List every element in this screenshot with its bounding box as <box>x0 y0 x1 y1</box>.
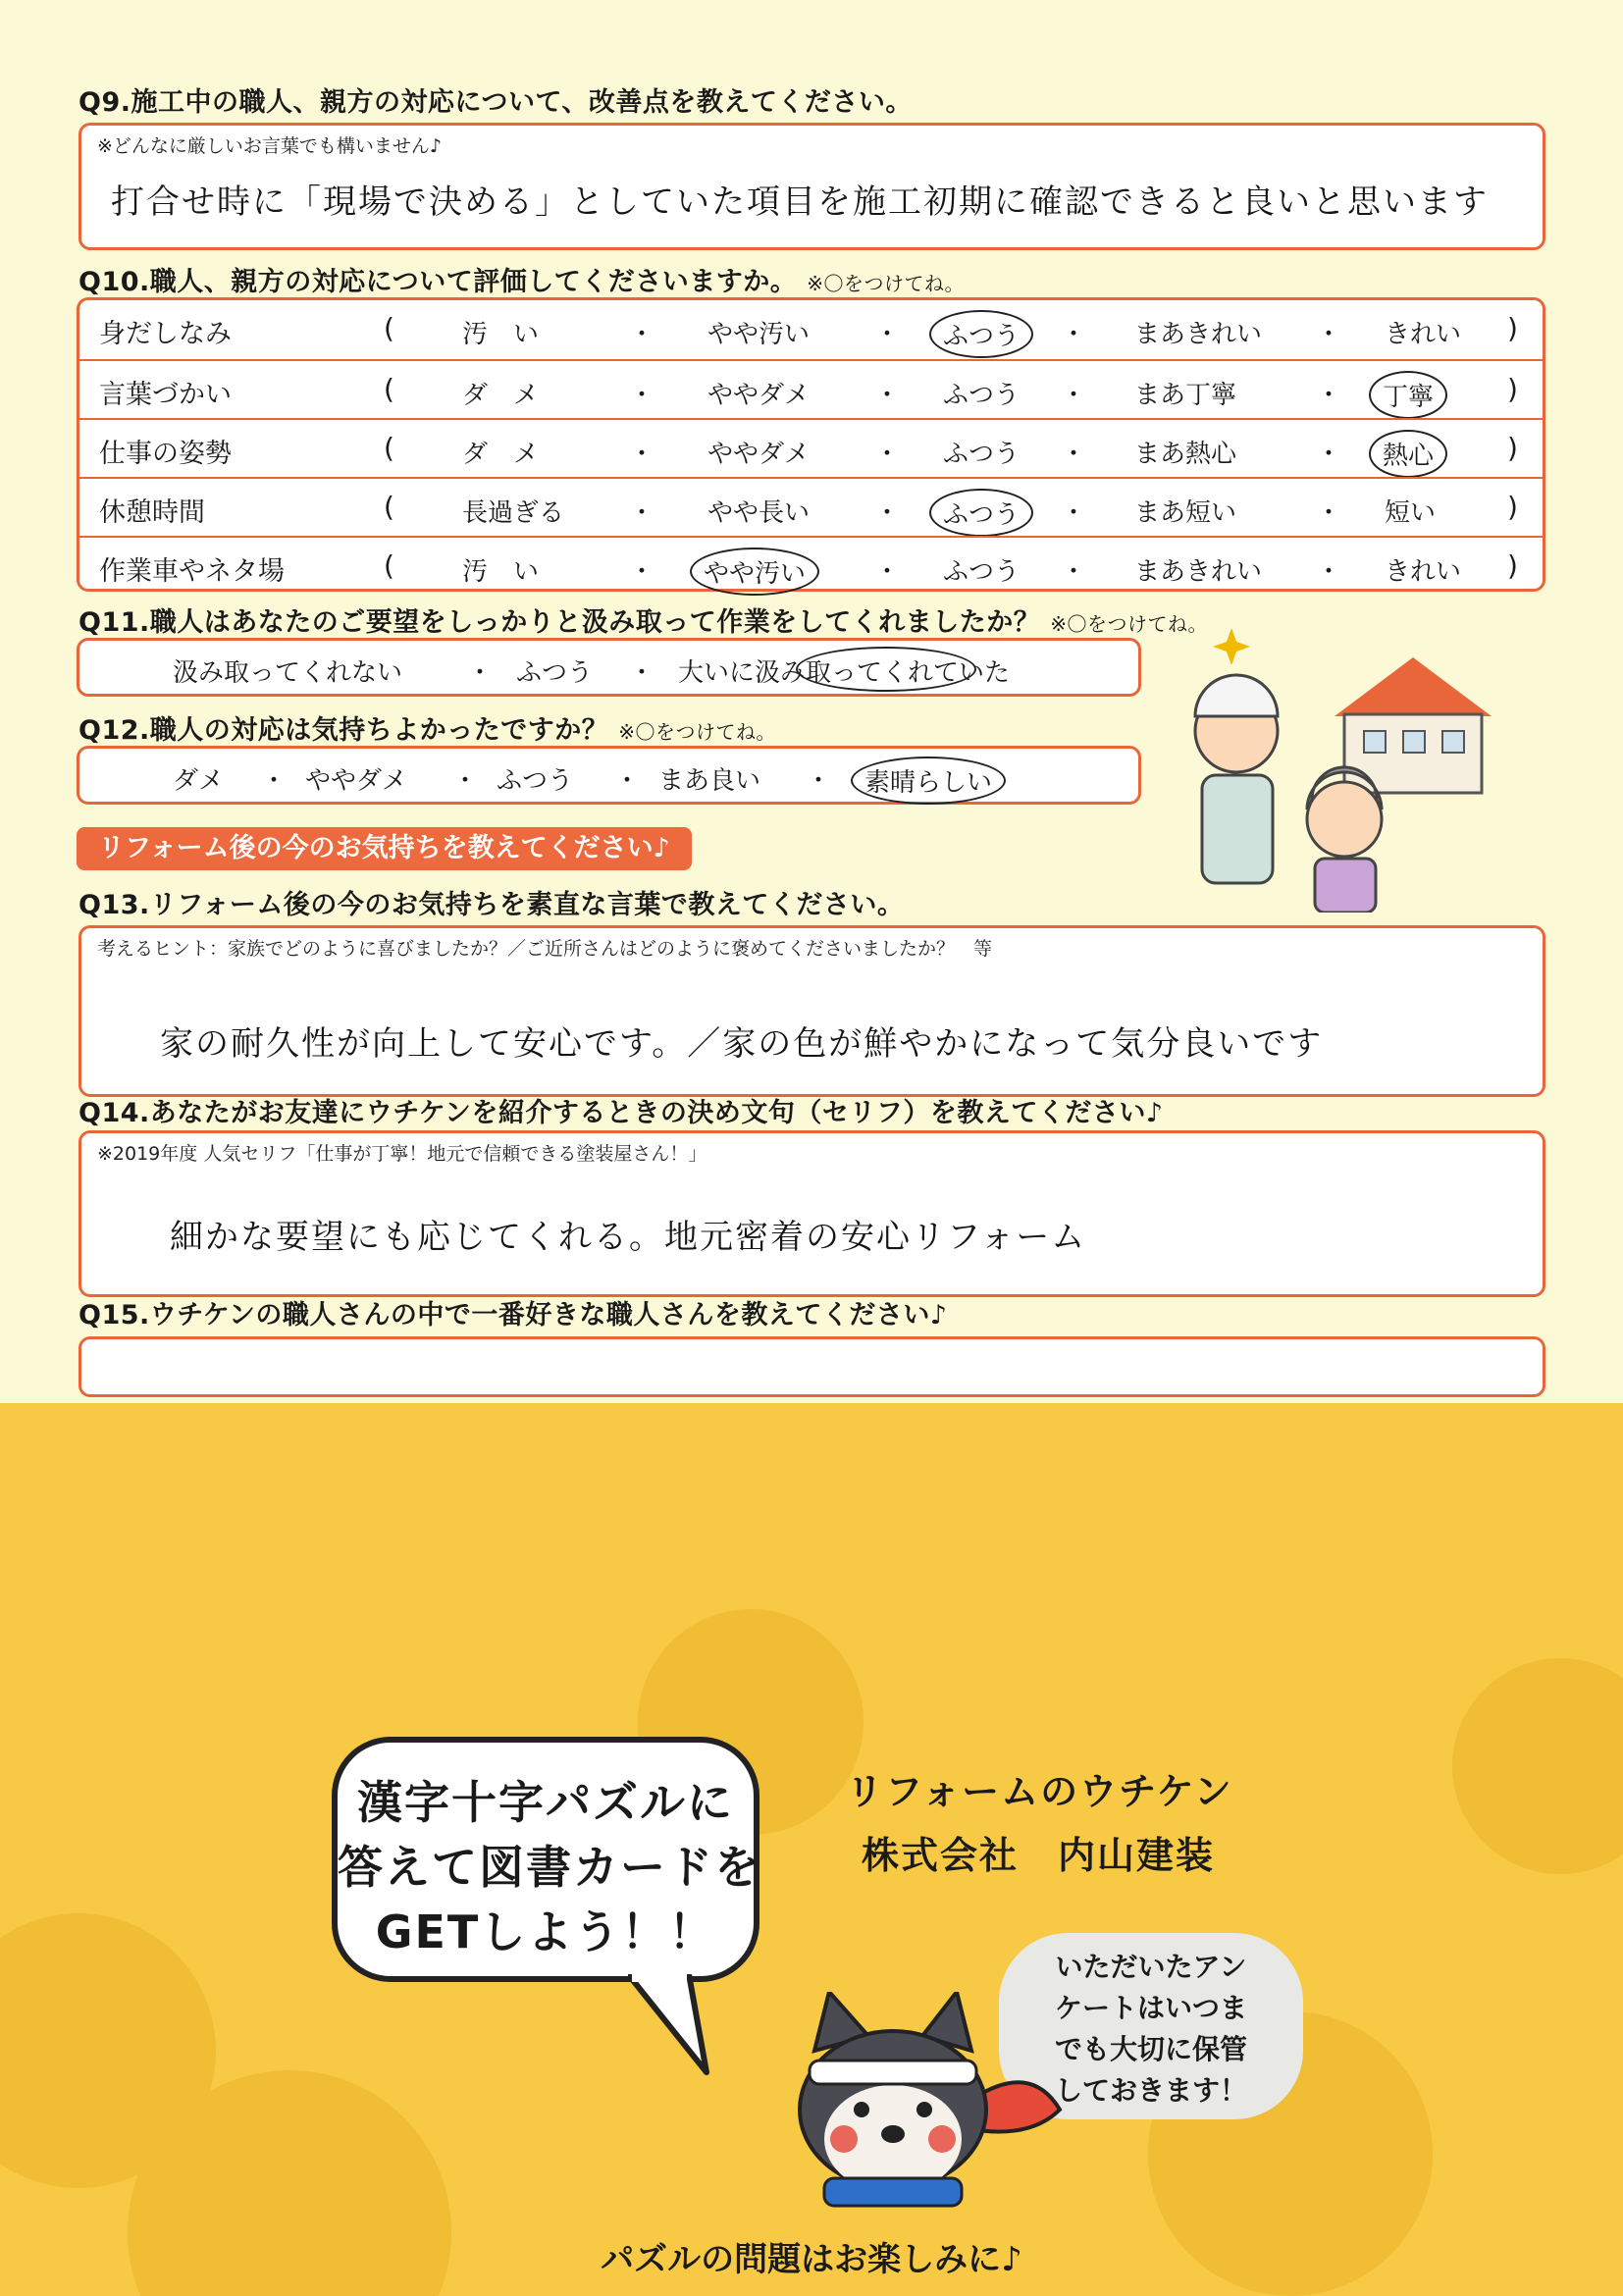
option: ややダメ <box>707 381 811 410</box>
row-label: 休憩時間 <box>99 497 205 528</box>
paren-open: ( <box>384 549 394 582</box>
q12-title-text: Q12.職人の対応は気持ちよかったですか？ <box>79 715 609 746</box>
option: 短い <box>1385 498 1437 528</box>
separator: ・ <box>629 381 655 410</box>
footer-text: パズルの問題はお楽しみに♪ <box>601 2240 1022 2279</box>
option: やや長い <box>707 498 811 528</box>
option: 汚 い <box>462 557 540 587</box>
option: まあ良い <box>658 766 761 796</box>
row-label: 身だしなみ <box>99 319 232 349</box>
q15-answer-box <box>79 1336 1545 1397</box>
q14-hint: ※2019年度 人気セリフ「仕事が丁寧！地元で信頼できる塗装屋さん！」 <box>97 1143 707 1165</box>
option: きれい <box>1385 557 1462 587</box>
q10-row-vehicle-materials <box>79 536 1543 597</box>
separator: ・ <box>1061 440 1087 469</box>
cloud-line: ケートはいつま <box>1054 1992 1247 2024</box>
q14-title: Q14.あなたがお友達にウチケンを紹介するときの決め文句（セリフ）を教えてください♪ <box>79 1098 1164 1128</box>
q13-title: Q13.リフォーム後の今のお気持ちを素直な言葉で教えてください。 <box>79 890 905 920</box>
option-selected: 素晴らしい <box>855 760 1002 801</box>
option: やや汚い <box>707 320 811 349</box>
q13-answer-box <box>79 925 1545 1097</box>
separator: ・ <box>629 498 655 528</box>
option: 長過ぎる <box>462 498 565 528</box>
worker-body-icon <box>1202 775 1273 883</box>
separator: ・ <box>1316 440 1342 469</box>
separator: ・ <box>1316 557 1342 587</box>
paren-close: ) <box>1507 549 1518 582</box>
speech-bubble-tail-icon <box>628 1974 716 2077</box>
separator: ・ <box>1061 381 1087 410</box>
option: ふつう <box>943 381 1021 410</box>
q12-note: ※〇をつけてね。 <box>618 720 777 744</box>
q9-answer-box <box>79 123 1545 250</box>
option: ダ メ <box>462 381 540 410</box>
bubble-line: 答えて図書カードを <box>338 1841 761 1894</box>
row-label: 言葉づかい <box>99 380 232 410</box>
company-name: 株式会社 内山建装 <box>862 1834 1216 1877</box>
dog-mascot-icon <box>775 1992 1070 2208</box>
woman-body-icon <box>1315 859 1376 913</box>
separator: ・ <box>467 658 494 688</box>
option-selected: やや汚い <box>694 551 815 592</box>
option: ダメ <box>173 766 225 796</box>
house-roof-icon <box>1335 657 1492 716</box>
q10-row-wording <box>79 359 1543 420</box>
paren-open: ( <box>384 373 394 405</box>
separator: ・ <box>874 557 901 587</box>
q12-title <box>79 708 776 747</box>
separator: ・ <box>806 766 832 796</box>
option: まあきれい <box>1134 557 1263 587</box>
separator: ・ <box>1061 498 1087 528</box>
separator: ・ <box>874 498 901 528</box>
q9-hint: ※どんなに厳しいお言葉でも構いません♪ <box>97 135 443 157</box>
separator: ・ <box>261 766 288 796</box>
woman-face-icon <box>1307 782 1382 857</box>
paren-close: ) <box>1507 432 1518 464</box>
option: ふつう <box>943 557 1021 587</box>
cloud-line: いただいたアン <box>1055 1951 1247 1983</box>
option: ややダメ <box>707 440 811 469</box>
option: きれい <box>1385 320 1462 349</box>
separator: ・ <box>629 320 655 349</box>
row-label: 作業車やネタ場 <box>99 556 285 587</box>
q12-answer-box <box>77 746 1141 805</box>
sparkle-icon <box>1213 628 1250 665</box>
q10-title <box>79 260 965 298</box>
q11-note: ※〇をつけてね。 <box>1050 612 1209 636</box>
option: まあ熱心 <box>1134 440 1237 469</box>
q11-title-text: Q11.職人はあなたのご要望をしっかりと汲み取って作業をしてくれましたか？ <box>79 607 1041 638</box>
option-selected: 大いに汲み取ってくれていた <box>678 658 1011 688</box>
q10-title-text: Q10.職人、親方の対応について評価してくださいますか。 <box>79 267 798 297</box>
paren-close: ) <box>1507 491 1518 523</box>
q11-title <box>79 600 1208 639</box>
option: ふつう <box>497 766 574 796</box>
separator: ・ <box>1061 557 1087 587</box>
speech-bubble <box>332 1737 759 1982</box>
q10-note: ※〇をつけてね。 <box>807 272 966 295</box>
q9-title: Q9.施工中の職人、親方の対応について、改善点を教えてください。 <box>79 87 913 118</box>
separator: ・ <box>874 320 901 349</box>
q10-rating-table <box>77 297 1545 592</box>
q13-hint: 考えるヒント：家族でどのように喜びましたか？／ご近所さんはどのように褒めてくださいましたか？ 等 <box>97 938 993 960</box>
separator: ・ <box>1316 320 1342 349</box>
q9-handwritten-answer: 打合せ時に「現場で決める」としていた項目を施工初期に確認できると良いと思います <box>111 183 1489 222</box>
q14-answer-box <box>79 1130 1545 1297</box>
separator: ・ <box>874 381 901 410</box>
q13-handwritten-answer: 家の耐久性が向上して安心です。／家の色が鮮やかになって気分良いです <box>160 1024 1324 1064</box>
option: まあ短い <box>1134 498 1237 528</box>
paren-close: ) <box>1507 373 1518 405</box>
option-selected: 丁寧 <box>1373 375 1443 415</box>
q10-row-work-attitude <box>79 418 1543 479</box>
q11-answer-box <box>77 638 1141 697</box>
paren-open: ( <box>384 432 394 464</box>
q10-row-appearance <box>79 300 1543 359</box>
company-brand: リフォームのウチケン <box>846 1770 1233 1813</box>
separator: ・ <box>1061 320 1087 349</box>
option: ふつう <box>516 658 594 688</box>
separator: ・ <box>629 557 655 587</box>
option-selected: ふつう <box>933 314 1029 354</box>
separator: ・ <box>452 766 479 796</box>
section-banner: リフォーム後の今のお気持ちを教えてください♪ <box>77 827 692 870</box>
option: まあきれい <box>1134 320 1263 349</box>
option-selected: 熱心 <box>1373 434 1443 474</box>
q15-title: Q15.ウチケンの職人さんの中で一番好きな職人さんを教えてください♪ <box>79 1300 948 1331</box>
hand-drawn-circle <box>796 647 976 692</box>
row-label: 仕事の姿勢 <box>99 439 232 469</box>
cloud-line: しておきます！ <box>1054 2074 1247 2107</box>
option: ややダメ <box>305 766 408 796</box>
q14-handwritten-answer: 細かな要望にも応じてくれる。地元密着の安心リフォーム <box>170 1218 1087 1257</box>
cloud-line: でも大切に保管 <box>1054 2033 1247 2065</box>
option-selected: ふつう <box>933 493 1029 533</box>
separator: ・ <box>629 658 655 688</box>
separator: ・ <box>874 440 901 469</box>
bubble-line: GETしよう！！ <box>375 1905 716 1958</box>
separator: ・ <box>1316 498 1342 528</box>
bubble-line: 漢字十字パズルに <box>357 1776 734 1829</box>
q10-row-break-time <box>79 477 1543 538</box>
option: ダ メ <box>462 440 540 469</box>
helmet-icon <box>1195 675 1278 716</box>
workers-house-illustration <box>1168 599 1560 913</box>
option: 汚 い <box>462 320 540 349</box>
separator: ・ <box>629 440 655 469</box>
paren-open: ( <box>384 491 394 523</box>
decorative-circle <box>1452 1658 1623 1874</box>
option: 汲み取ってくれない <box>173 658 403 688</box>
separator: ・ <box>614 766 641 796</box>
option: まあ丁寧 <box>1134 381 1237 410</box>
option: ふつう <box>943 440 1021 469</box>
paren-close: ) <box>1507 312 1518 344</box>
paren-open: ( <box>384 312 394 344</box>
separator: ・ <box>1316 381 1342 410</box>
